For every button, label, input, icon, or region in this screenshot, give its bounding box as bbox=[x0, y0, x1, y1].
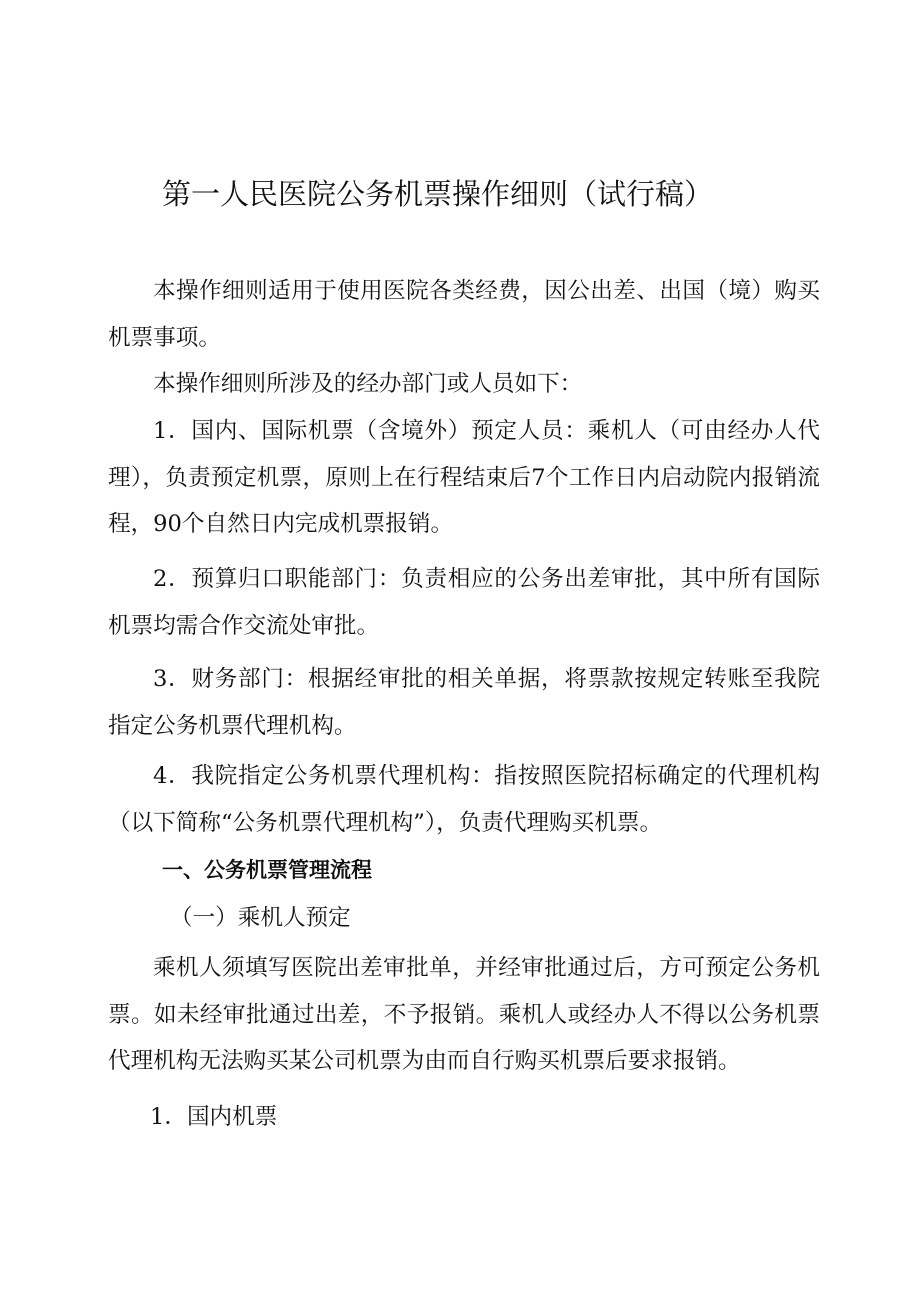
item-heading: 1．国内机票 bbox=[150, 1104, 278, 1130]
scope-paragraph: 本操作细则所涉及的经办部门或人员如下： bbox=[153, 371, 583, 397]
list-item-4: 4．我院指定公务机票代理机构：指按照医院招标确定的代理机构（以下简称“公务机票代理机构”），负责代理购买机票。 bbox=[108, 763, 820, 836]
subsection-heading: （一）乘机人预定 bbox=[170, 905, 351, 931]
document-title: 第一人民医院公务机票操作细则（试行稿） bbox=[162, 177, 714, 211]
list-item-1: 1．国内、国际机票（含境外）预定人员：乘机人（可由经办人代理），负责预定机票，原则上在行程结束后7个工作日内启动院内报销流程，90个自然日内完成机票报销。 bbox=[108, 418, 820, 537]
section-heading: 一、公务机票管理流程 bbox=[162, 858, 372, 882]
list-item-3: 3．财务部门：根据经审批的相关单据，将票款按规定转账至我院指定公务机票代理机构。 bbox=[108, 666, 820, 739]
subsection-paragraph: 乘机人须填写医院出差审批单，并经审批通过后，方可预定公务机票。如未经审批通过出差，不予报销。乘机人或经办人不得以公务机票代理机构无法购买某公司机票为由而自行购买机票后要求报销。 bbox=[108, 955, 820, 1074]
intro-paragraph: 本操作细则适用于使用医院各类经费，因公出差、出国（境）购买机票事项。 bbox=[108, 278, 820, 351]
list-item-2: 2．预算归口职能部门：负责相应的公务出差审批，其中所有国际机票均需合作交流处审批。 bbox=[108, 566, 820, 639]
